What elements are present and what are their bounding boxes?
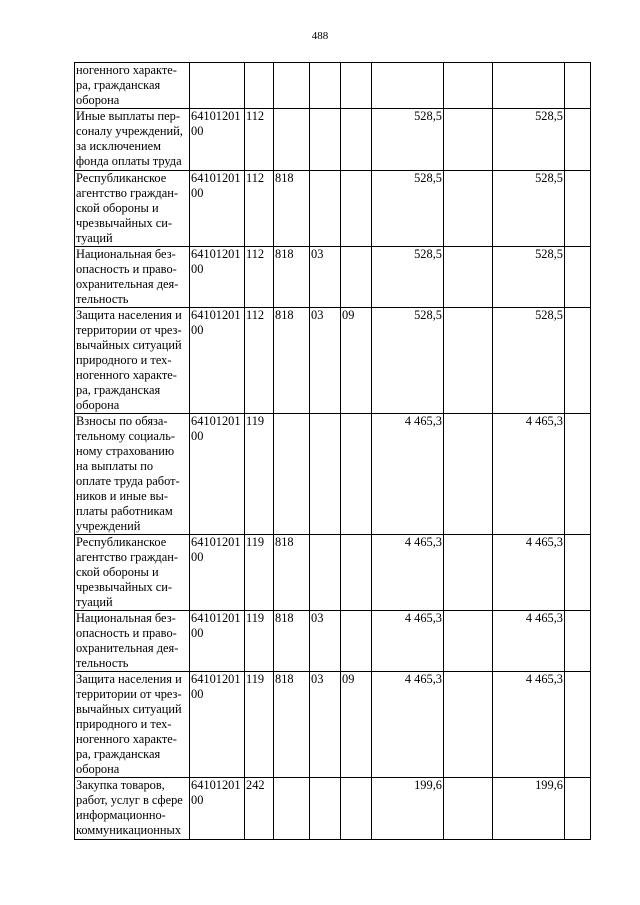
amount-total-cell: 528,5	[493, 247, 565, 308]
row-name-line: охранительная дея-	[76, 641, 179, 655]
amount-cell: 528,5	[372, 308, 444, 414]
row-name-line: агентство граждан-	[76, 186, 178, 200]
row-name-cell	[75, 535, 190, 611]
section-cell	[310, 171, 341, 247]
row-name-line: информационно-	[76, 808, 166, 822]
empty-cell	[444, 171, 493, 247]
row-name-line: Национальная без-	[76, 611, 176, 625]
empty-cell	[565, 672, 591, 778]
amount-cell: 528,5	[372, 171, 444, 247]
row-name-line: оборона	[76, 93, 120, 107]
row-name-line: чрезвычайных си-	[76, 216, 173, 230]
row-name-line: Республиканское	[76, 171, 167, 185]
row-name-cell	[75, 109, 190, 171]
table-body	[75, 63, 591, 840]
row-name-line: чрезвычайных си-	[76, 580, 173, 594]
row-name-line: коммуникационных	[76, 823, 182, 837]
expense-type-cell: 119	[245, 611, 274, 672]
section-cell: 03	[310, 611, 341, 672]
grbs-cell	[274, 63, 310, 109]
row-name-line: платы работникам	[76, 504, 173, 518]
grbs-cell: 818	[274, 672, 310, 778]
row-name-line: вычайных ситуаций	[76, 338, 182, 352]
target-article-cell: 6410120100	[190, 308, 245, 414]
expense-type-cell	[245, 63, 274, 109]
section-cell: 03	[310, 308, 341, 414]
target-article-cell: 6410120100	[190, 414, 245, 535]
section-cell: 03	[310, 247, 341, 308]
empty-cell	[444, 63, 493, 109]
empty-cell	[565, 535, 591, 611]
row-name-line: ра, гражданская	[76, 78, 161, 92]
table-row	[75, 109, 591, 171]
row-name-line: Иные выплаты пер-	[76, 109, 180, 123]
section-cell	[310, 109, 341, 171]
row-name-line: за исключением	[76, 139, 161, 153]
amount-total-cell: 4 465,3	[493, 414, 565, 535]
row-name-line: территории от чрез-	[76, 687, 182, 701]
empty-cell	[444, 109, 493, 171]
amount-cell: 199,6	[372, 778, 444, 840]
row-name-cell	[75, 672, 190, 778]
row-name-cell	[75, 778, 190, 840]
grbs-cell	[274, 414, 310, 535]
amount-cell: 4 465,3	[372, 535, 444, 611]
grbs-cell: 818	[274, 535, 310, 611]
expense-type-cell: 242	[245, 778, 274, 840]
row-name-line: тельность	[76, 292, 129, 306]
row-name-line: ногенного характе-	[76, 732, 177, 746]
table-row	[75, 247, 591, 308]
row-name-cell	[75, 247, 190, 308]
row-name-line: учреждений	[76, 519, 141, 533]
row-name-line: природного и тех-	[76, 717, 172, 731]
row-name-line: ра, гражданская	[76, 747, 161, 761]
subsection-cell	[341, 247, 372, 308]
amount-total-cell	[493, 63, 565, 109]
amount-total-cell: 528,5	[493, 171, 565, 247]
amount-cell: 4 465,3	[372, 672, 444, 778]
section-cell	[310, 778, 341, 840]
subsection-cell: 09	[341, 672, 372, 778]
grbs-cell: 818	[274, 611, 310, 672]
subsection-cell	[341, 414, 372, 535]
subsection-cell	[341, 63, 372, 109]
empty-cell	[565, 611, 591, 672]
amount-total-cell: 4 465,3	[493, 611, 565, 672]
subsection-cell	[341, 171, 372, 247]
row-name-line: туаций	[76, 595, 113, 609]
row-name-line: опасность и право-	[76, 626, 177, 640]
amount-cell	[372, 63, 444, 109]
row-name-line: тельному социаль-	[76, 429, 175, 443]
grbs-cell	[274, 778, 310, 840]
empty-cell	[444, 672, 493, 778]
row-name-line: природного и тех-	[76, 353, 172, 367]
section-cell	[310, 535, 341, 611]
subsection-cell	[341, 109, 372, 171]
table-row	[75, 778, 591, 840]
page-number: 488	[311, 30, 329, 42]
row-name-line: охранительная дея-	[76, 277, 179, 291]
budget-table	[74, 62, 591, 840]
empty-cell	[565, 778, 591, 840]
section-cell: 03	[310, 672, 341, 778]
table-row	[75, 308, 591, 414]
table-row	[75, 611, 591, 672]
row-name-cell	[75, 414, 190, 535]
empty-cell	[444, 611, 493, 672]
empty-cell	[444, 247, 493, 308]
row-name-line: агентство граждан-	[76, 550, 178, 564]
expense-type-cell: 119	[245, 535, 274, 611]
row-name-cell	[75, 611, 190, 672]
row-name-line: фонда оплаты труда	[76, 154, 182, 168]
amount-total-cell: 4 465,3	[493, 672, 565, 778]
target-article-cell: 6410120100	[190, 611, 245, 672]
row-name-line: на выплаты по	[76, 459, 154, 473]
expense-type-cell: 112	[245, 308, 274, 414]
amount-cell: 528,5	[372, 247, 444, 308]
expense-type-cell: 119	[245, 672, 274, 778]
grbs-cell: 818	[274, 308, 310, 414]
row-name-cell	[75, 171, 190, 247]
row-name-line: оплате труда работ-	[76, 474, 180, 488]
subsection-cell	[341, 611, 372, 672]
empty-cell	[565, 63, 591, 109]
row-name-line: Защита населения и	[76, 672, 182, 686]
row-name-line: ногенного характе-	[76, 63, 177, 77]
row-name-line: Национальная без-	[76, 247, 176, 261]
empty-cell	[444, 535, 493, 611]
target-article-cell: 6410120100	[190, 535, 245, 611]
empty-cell	[565, 109, 591, 171]
subsection-cell	[341, 778, 372, 840]
row-name-line: оборона	[76, 762, 120, 776]
target-article-cell	[190, 63, 245, 109]
row-name-line: оборона	[76, 398, 120, 412]
target-article-cell: 6410120100	[190, 171, 245, 247]
empty-cell	[444, 414, 493, 535]
expense-type-cell: 112	[245, 247, 274, 308]
row-name-line: ников и иные вы-	[76, 489, 169, 503]
expense-type-cell: 112	[245, 171, 274, 247]
empty-cell	[565, 171, 591, 247]
row-name-line: соналу учреждений,	[76, 124, 183, 138]
subsection-cell	[341, 535, 372, 611]
row-name-line: Закупка товаров,	[76, 778, 165, 792]
empty-cell	[444, 778, 493, 840]
amount-total-cell: 528,5	[493, 109, 565, 171]
grbs-cell: 818	[274, 171, 310, 247]
table-row	[75, 414, 591, 535]
row-name-line: ра, гражданская	[76, 383, 161, 397]
amount-total-cell: 4 465,3	[493, 535, 565, 611]
table-row	[75, 63, 591, 109]
target-article-cell: 6410120100	[190, 247, 245, 308]
row-name-line: туаций	[76, 231, 113, 245]
row-name-cell	[75, 63, 190, 109]
row-name-cell	[75, 308, 190, 414]
row-name-line: ской обороны и	[76, 565, 159, 579]
grbs-cell: 818	[274, 247, 310, 308]
target-article-cell: 6410120100	[190, 778, 245, 840]
table-row	[75, 171, 591, 247]
row-name-line: Взносы по обяза-	[76, 414, 168, 428]
grbs-cell	[274, 109, 310, 171]
empty-cell	[565, 414, 591, 535]
empty-cell	[565, 247, 591, 308]
row-name-line: ногенного характе-	[76, 368, 177, 382]
row-name-line: тельность	[76, 656, 129, 670]
row-name-line: работ, услуг в сфере	[76, 793, 183, 807]
section-cell	[310, 414, 341, 535]
row-name-line: ской обороны и	[76, 201, 159, 215]
amount-cell: 528,5	[372, 109, 444, 171]
amount-total-cell: 199,6	[493, 778, 565, 840]
expense-type-cell: 112	[245, 109, 274, 171]
target-article-cell: 6410120100	[190, 109, 245, 171]
row-name-line: территории от чрез-	[76, 323, 182, 337]
empty-cell	[444, 308, 493, 414]
amount-cell: 4 465,3	[372, 414, 444, 535]
amount-cell: 4 465,3	[372, 611, 444, 672]
row-name-line: Республиканское	[76, 535, 167, 549]
row-name-line: опасность и право-	[76, 262, 177, 276]
section-cell	[310, 63, 341, 109]
table-row	[75, 535, 591, 611]
amount-total-cell: 528,5	[493, 308, 565, 414]
row-name-line: ному страхованию	[76, 444, 175, 458]
subsection-cell: 09	[341, 308, 372, 414]
expense-type-cell: 119	[245, 414, 274, 535]
row-name-line: вычайных ситуаций	[76, 702, 182, 716]
table-row	[75, 672, 591, 778]
row-name-line: Защита населения и	[76, 308, 182, 322]
empty-cell	[565, 308, 591, 414]
target-article-cell: 6410120100	[190, 672, 245, 778]
